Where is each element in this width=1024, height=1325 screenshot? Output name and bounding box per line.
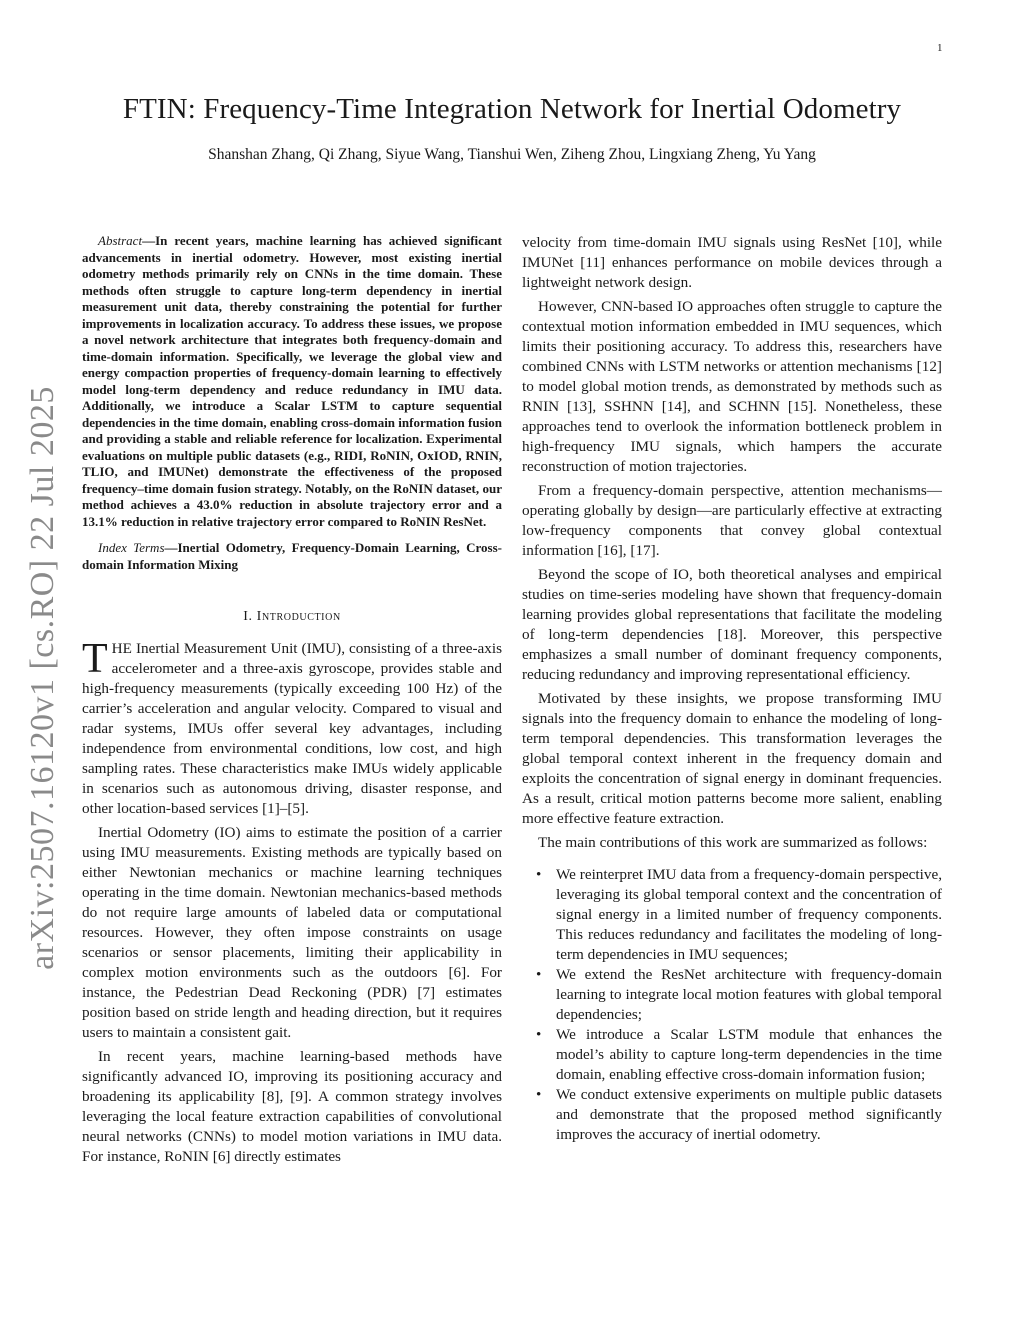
author-list: Shanshan Zhang, Qi Zhang, Siyue Wang, Tianshui Wen, Ziheng Zhou, Lingxiang Zheng, Yu Yang [208,146,816,163]
intro-paragraph-1 [82,636,502,819]
index-terms-label: Index Terms [98,540,165,555]
abstract-text: —In recent years, machine learning has achieved significant advancements in inertial odometry. However, most existing inertial odometry methods primarily rely on CNNs in the time domain. These methods often struggle to capture long-term dependency in inertial measurement unit data, thereby constraining the potential for further improvements in localization accuracy. To address these issues, we propose a novel network architecture that integrates both frequency-domain and time-domain information. Specifically, we leverage the global view and energy compaction properties of frequency-domain learning to effectively model long-term dependency and reduce redundancy in IMU data. Additionally, we introduce a Scalar LSTM to capture sequential dependencies in the time domain, enabling cross-domain information fusion and providing a stable and reliable reference for localization. Experimental evaluations on multiple public datasets (e.g., RIDI, RoNIN, OxIOD, RNIN, TLIO, and IMUNet) demonstrate the effectiveness of the proposed frequency–time domain fusion strategy. Notably, on the RoNIN dataset, our method achieves a 43.0% reduction in absolute trajectory error and a 13.1% reduction in relative trajectory error compared to RoNIN ResNet. [82,233,502,529]
right-paragraph-3: From a frequency-domain perspective, attention mechanisms—operating globally by design—are particularly effective at extracting low-frequency components that convey global contextual information [16], [17]. [522,482,942,559]
intro-p1-text: Inertial Measurement Unit (IMU), consisting of a three-axis accelerometer and a three-axis gyroscope, provides stable and high-frequency measurements (typically exceeding 100 Hz) of the carrier’s acceleration and angular velocity. Compared to visual and radar systems, IMUs offer several key advantages, including independence from environmental conditions, low cost, and high sampling rates. These characteristics make IMUs widely applicable in scenarios such as autonomous driving, disaster response, and other location-based services [1]–[5]. [82,640,502,817]
right-paragraph-5: Motivated by these insights, we propose transforming IMU signals into the frequency domain to enhance the modeling of long-term temporal dependencies. This transformation leverages the global temporal context inherent in the frequency domain and exploits the concentration of signal energy in dominant frequencies. As a result, critical motion patterns become more salient, enabling more effective feature extraction. [522,690,942,827]
bullet-icon: • [536,1026,542,1043]
right-paragraph-6: The main contributions of this work are summarized as follows: [538,834,928,851]
drop-cap: T [82,636,108,682]
list-item: • We conduct extensive experiments on multiple public datasets and demonstrate that the proposed method significantly improves the accuracy of inertial odometry. [536,1086,942,1143]
bullet-icon: • [536,1086,542,1103]
right-paragraph-4: Beyond the scope of IO, both theoretical analyses and empirical studies on time-series modeling have shown that frequency-domain learning provides global representations that facilitate the modeling of long-term dependencies [18]. Moreover, this perspective emphasizes a small number of dominant frequency components, reducing redundancy and improving representational efficiency. [522,566,942,683]
intro-paragraph-2: Inertial Odometry (IO) aims to estimate the position of a carrier using IMU measurements. Existing methods are typically based on either Newtonian mechanics or machine learning techniques operating in the time domain. Newtonian mechanics-based methods do not require large amounts of labeled data or computational resources. However, they often impose constraints on usage scenarios or sensor placements, limiting their applicability in complex motion environments such as the outdoors [6]. For instance, the Pedestrian Dead Reckoning (PDR) [7] estimates position based on stride length and heading direction, but it requires users to maintain a consistent gait. [82,824,502,1041]
intro-paragraph-3: In recent years, machine learning-based methods have significantly advanced IO, improving its positioning accuracy and broadening its applicability [8], [9]. A common strategy involves leveraging the local feature extraction capabilities of convolutional neural networks (CNNs) to model motion variations in IMU data. For instance, RoNIN [6] directly estimates [82,1048,502,1165]
arxiv-side-stamp [13,375,73,980]
index-terms-text: —Inertial Odometry, Frequency-Domain Learning, Cross-domain Information Mixing [82,540,502,572]
list-item: • We extend the ResNet architecture with frequency-domain learning to integrate local motion features with global temporal dependencies; [536,966,942,1023]
abstract-label: Abstract [98,233,143,248]
page-number: 1 [937,42,943,54]
list-item: • We introduce a Scalar LSTM module that enhances the model’s ability to capture long-term dependencies in the time domain, enabling effective cross-domain information fusion; [536,1026,942,1083]
list-item: • We reinterpret IMU data from a frequency-domain perspective, leveraging its global temporal context and the concentration of signal energy in a limited number of frequency components. This reduces redundancy and facilitates the modeling of long-term dependencies in IMU sequences; [536,866,942,963]
bullet-icon: • [536,966,542,983]
intro-lead-caps: HE [111,640,132,657]
abstract [82,233,502,530]
right-column [522,233,942,1145]
arxiv-identifier: arXiv:2507.16120v1 [cs.RO] 22 Jul 2025 [24,385,61,970]
index-terms [82,540,502,573]
bullet-icon: • [536,866,542,883]
left-column [82,233,502,1171]
right-paragraph-1: velocity from time-domain IMU signals using ResNet [10], while IMUNet [11] enhances performance on mobile devices through a lightweight network design. [522,234,942,291]
paper-title: FTIN: Frequency-Time Integration Network for Inertial Odometry [122,93,902,125]
contributions-list [522,865,942,1145]
right-paragraph-2: However, CNN-based IO approaches often struggle to capture the contextual motion information embedded in IMU sequences, which limits their positioning accuracy. To address this, researchers have combined CNNs with LSTM networks or attention mechanisms [12] to model global motion trends, as demonstrated by methods such as RNIN [13], SSHNN [14], and SCHNN [15]. Nonetheless, these approaches tend to overlook the information bottleneck problem in high-frequency IMU signals, which hampers the accurate reconstruction of motion trajectories. [522,298,942,475]
section-heading: I. Introduction [243,609,341,624]
